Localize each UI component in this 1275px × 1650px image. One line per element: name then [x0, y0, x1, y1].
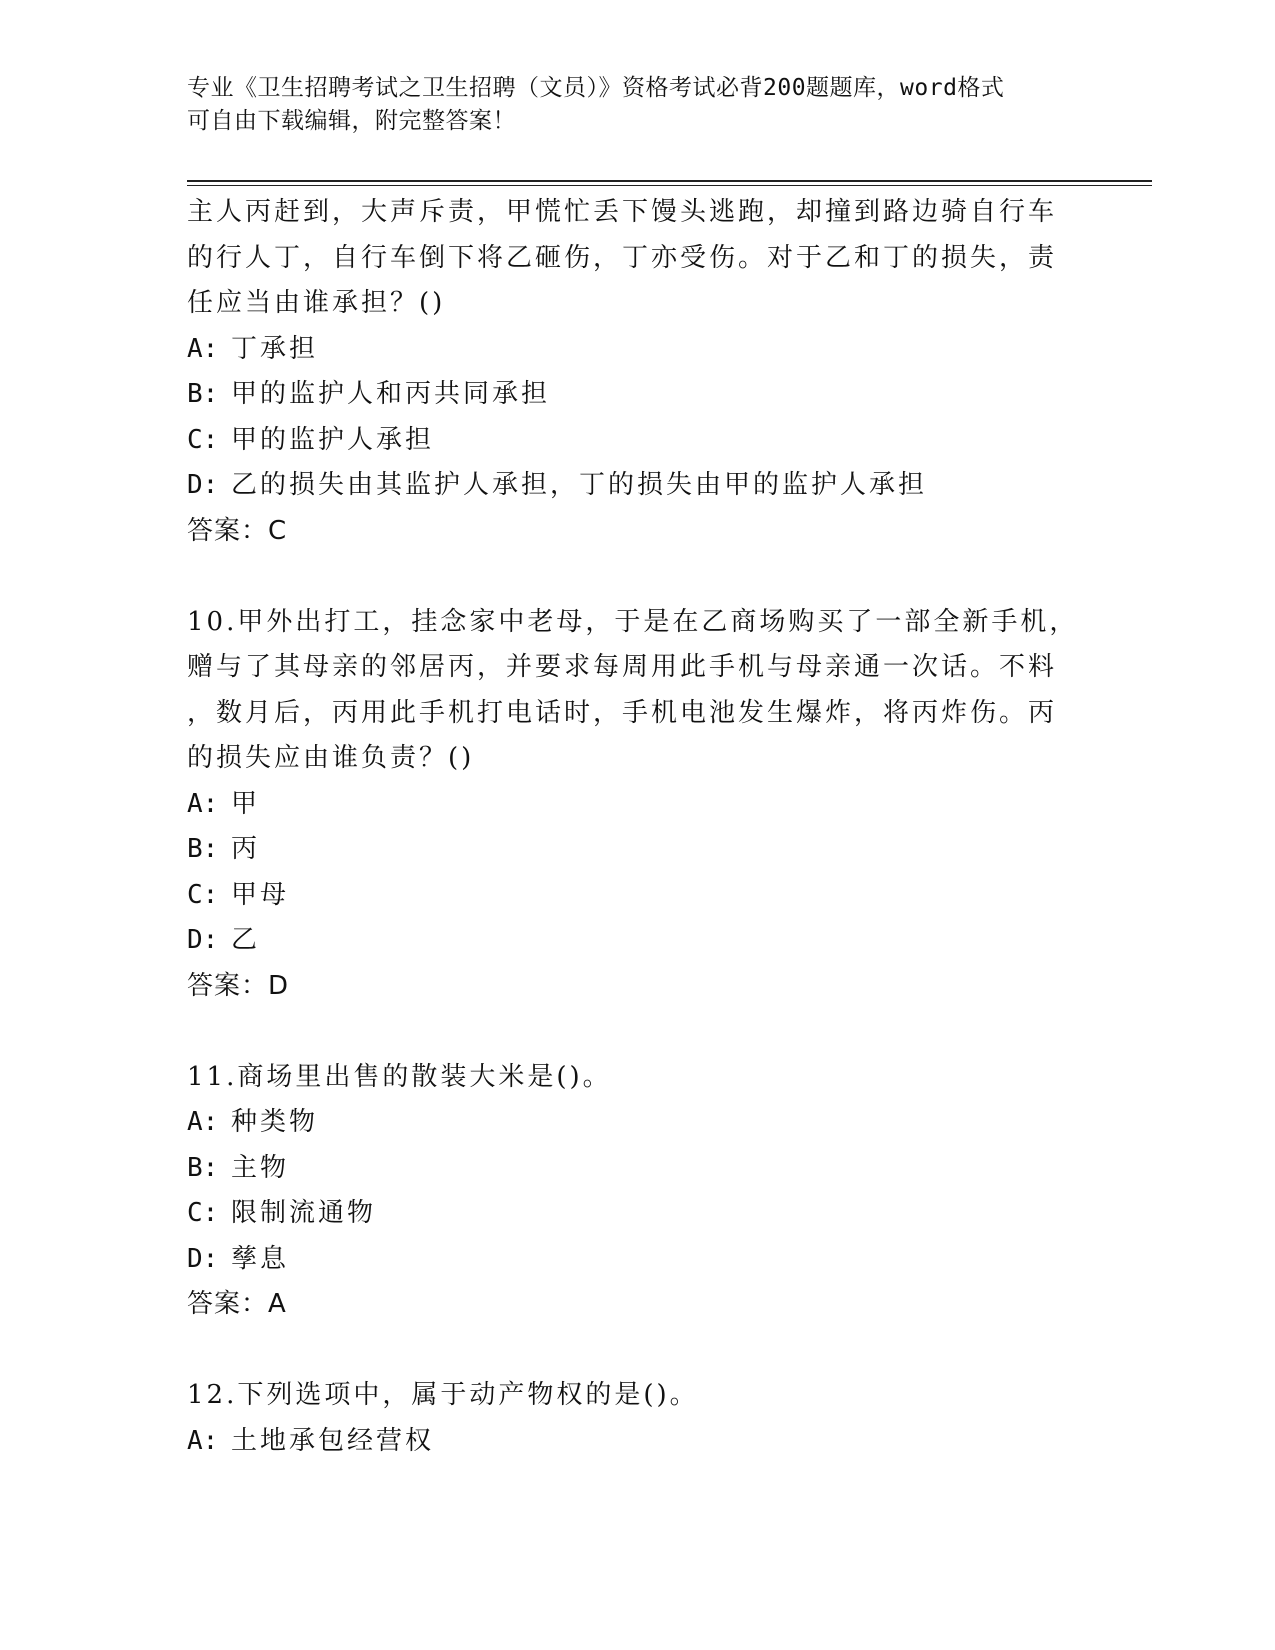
option-d — [187, 1237, 1067, 1283]
question-text — [187, 600, 1079, 782]
option-a — [187, 782, 1067, 828]
question-text — [187, 190, 1067, 327]
option-a — [187, 327, 1067, 373]
option-key: B: — [187, 379, 219, 409]
option-text: 土地承包经营权 — [231, 1425, 435, 1456]
question-line: 的损失应由谁负责？() — [187, 743, 475, 773]
answer-line: 答案：D — [187, 970, 290, 1001]
document-header — [187, 72, 1067, 138]
question-line: 主人丙赶到，大声斥责，甲慌忙丢下馒头逃跑，却撞到路边骑自行车 — [187, 197, 1058, 227]
header-line-2: 可自由下载编辑，附完整答案！ — [187, 108, 516, 134]
option-text: 种类物 — [231, 1107, 319, 1137]
header-line-1: 专业《卫生招聘考试之卫生招聘（文员）》资格考试必背200题题库，word格式 — [187, 75, 1005, 101]
option-key: A: — [187, 333, 219, 364]
option-text: 甲的监护人承担 — [231, 424, 435, 455]
option-text: 甲 — [231, 788, 261, 819]
option-key: C: — [187, 1198, 219, 1228]
option-text: 丙 — [231, 834, 261, 864]
option-key: B: — [187, 1152, 219, 1183]
option-key: D: — [187, 1243, 219, 1274]
spacer — [187, 1328, 1067, 1374]
option-text: 限制流通物 — [231, 1198, 377, 1228]
question-9 — [187, 190, 1067, 554]
question-line: 12.下列选项中，属于动产物权的是()。 — [187, 1380, 699, 1410]
question-line: 11.商场里出售的散装大米是()。 — [187, 1061, 612, 1092]
option-text: 乙的损失由其监护人承担，丁的损失由甲的监护人承担 — [231, 470, 928, 500]
answer-line: 答案：C — [187, 515, 288, 546]
option-text: 甲的监护人和丙共同承担 — [231, 379, 551, 409]
option-key: A: — [187, 1425, 219, 1456]
question-12 — [187, 1373, 1067, 1464]
question-line: 的行人丁，自行车倒下将乙砸伤，丁亦受伤。对于乙和丁的损失，责 — [187, 242, 1058, 273]
option-key: A: — [187, 788, 219, 819]
option-text: 甲母 — [231, 879, 290, 910]
spacer — [187, 1009, 1067, 1055]
option-c — [187, 873, 1067, 919]
option-b — [187, 1146, 1067, 1192]
answer-line: 答案：A — [187, 1289, 287, 1319]
option-b — [187, 372, 1067, 418]
question-line: 10.甲外出打工，挂念家中老母，于是在乙商场购买了一部全新手机， — [187, 606, 1079, 637]
question-list — [187, 190, 1079, 1464]
question-text — [187, 1055, 1067, 1101]
option-c — [187, 418, 1067, 464]
option-key: A: — [187, 1107, 219, 1137]
option-b — [187, 827, 1067, 873]
option-text: 乙 — [231, 925, 261, 955]
option-key: C: — [187, 879, 219, 910]
question-line: 赠与了其母亲的邻居丙，并要求每周用此手机与母亲通一次话。不料 — [187, 652, 1058, 682]
option-text: 主物 — [231, 1152, 290, 1183]
question-line: 任应当由谁承担？() — [187, 288, 446, 318]
header-divider-thick — [187, 180, 1152, 182]
option-key: D: — [187, 925, 219, 955]
question-text — [187, 1373, 1067, 1419]
question-line: ，数月后，丙用此手机打电话时，手机电池发生爆炸，将丙炸伤。丙 — [187, 697, 1058, 728]
option-key: C: — [187, 424, 219, 455]
option-key: D: — [187, 470, 219, 500]
option-d — [187, 918, 1067, 964]
option-a — [187, 1100, 1067, 1146]
header-divider-thin — [187, 185, 1152, 186]
spacer — [187, 554, 1067, 600]
option-key: B: — [187, 834, 219, 864]
option-text: 丁承担 — [231, 333, 319, 364]
question-10 — [187, 600, 1079, 1010]
option-a — [187, 1419, 1067, 1465]
question-11 — [187, 1055, 1067, 1328]
option-d — [187, 463, 1067, 509]
option-c — [187, 1191, 1067, 1237]
option-text: 孳息 — [231, 1243, 290, 1274]
